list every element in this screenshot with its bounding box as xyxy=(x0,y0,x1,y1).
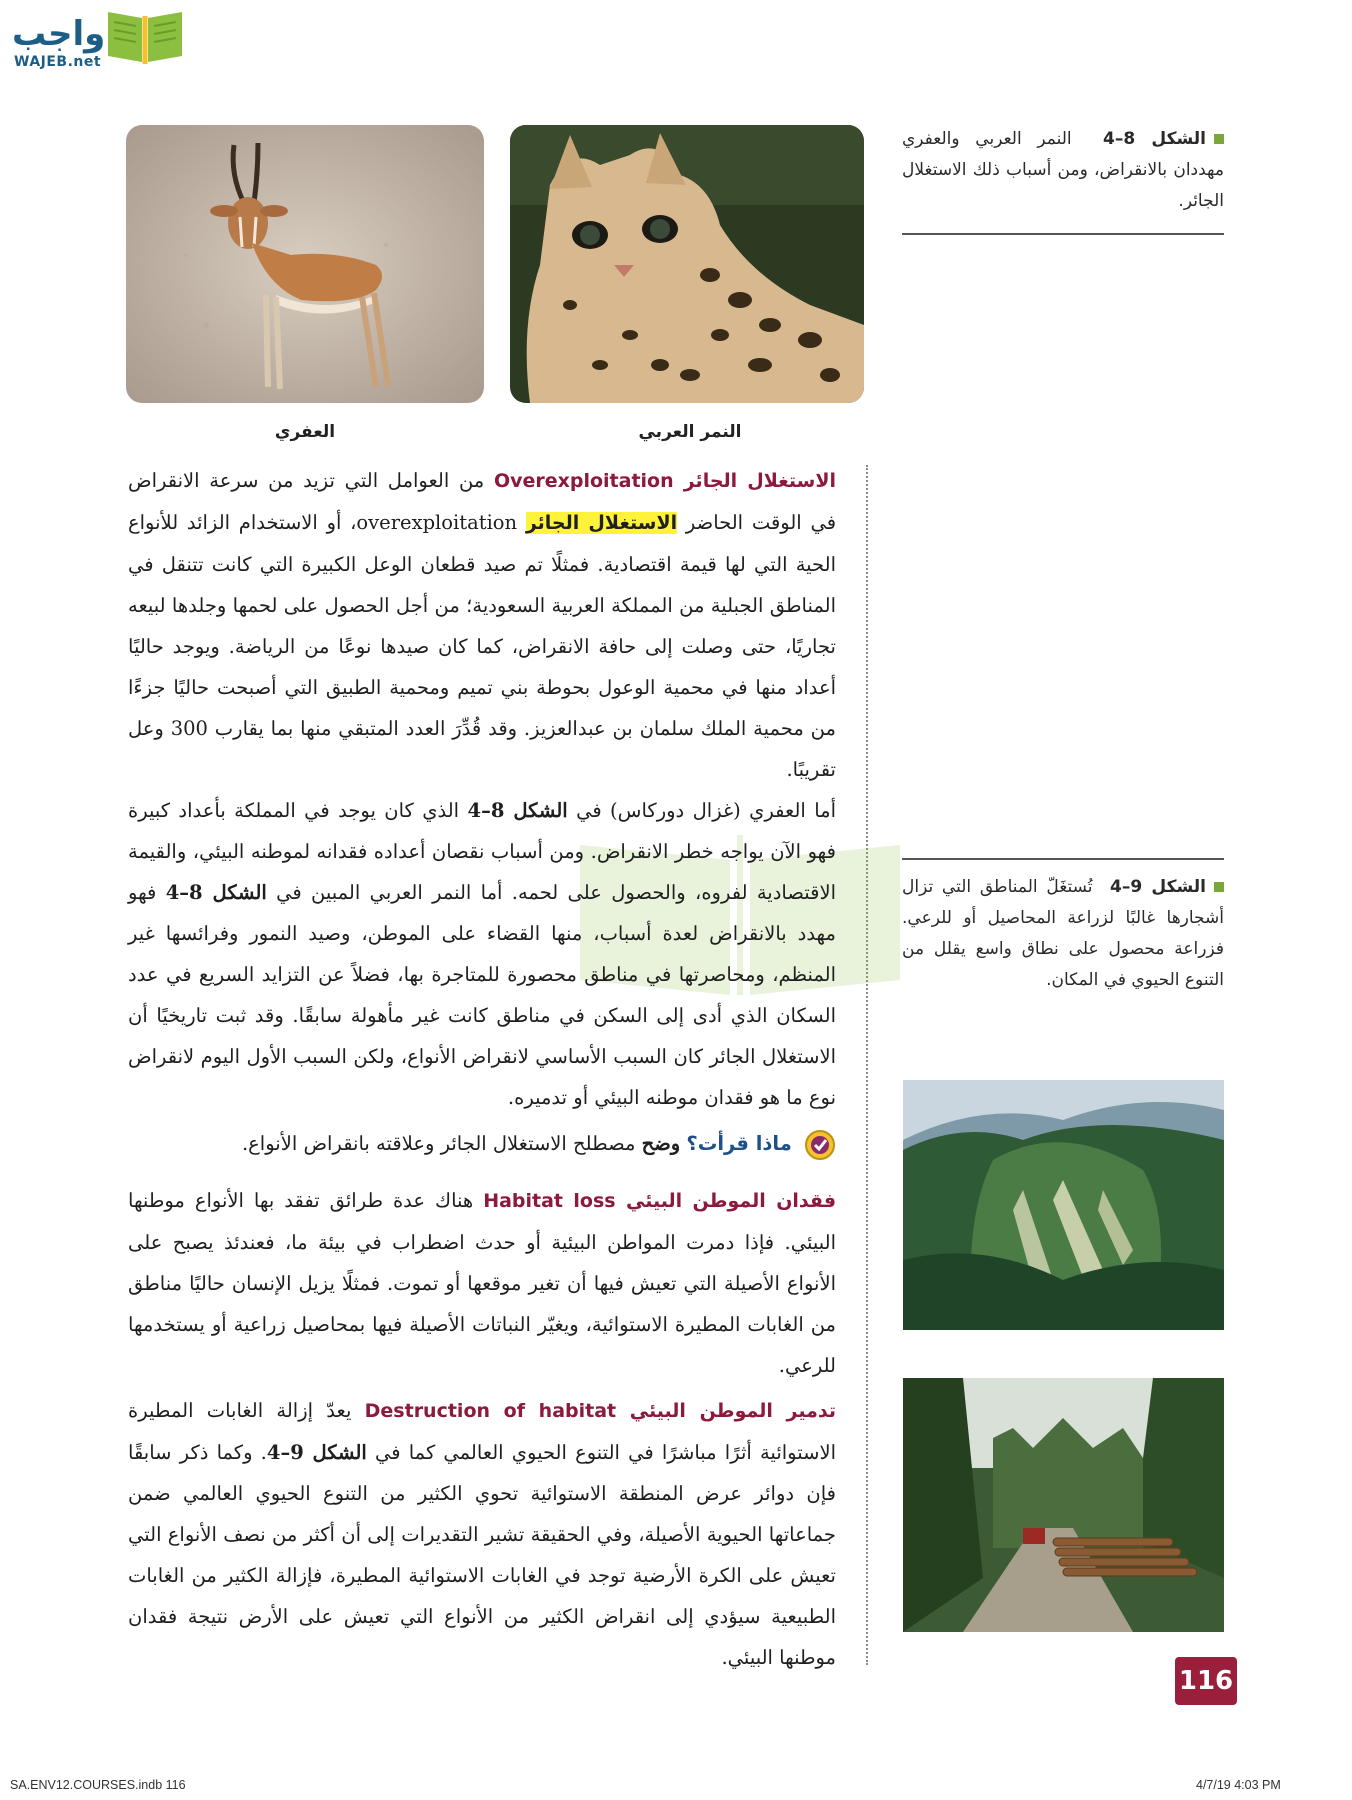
bullet-square-icon xyxy=(1214,882,1224,892)
paragraph-text: overexploitation، أو الاستخدام الزائد للأنواع الحية التي لها قيمة اقتصادية. فمثلًا تم صيد قطعان الوعل الكبيرة التي كانت تتنقل في المناطق الجبلية من المملكة العربية السعودية؛ من أجل الحصول على لحمها وجلدها لبيعه تجاريًا، حتى وصلت إلى حافة الانقراض، كما كان صيدها نوعًا من الرياضة. ويوجد حاليًا أعداد منها في محمية الوعول بحوطة بني تميم ومحمية الطبيق التي أصبحت حاليًا جزءًا من محمية الملك سلمان بن عبدالعزيز. وقد قُدِّرَ العدد المتبقي منها بما يقارب 300 وعل تقريبًا. xyxy=(128,511,836,781)
logo-arabic-text: واجب xyxy=(12,14,106,54)
paragraph-text: يعدّ إزالة الغابات المطيرة الاستوائية أثرًا مباشرًا في التنوع الحيوي العالمي كما في xyxy=(128,1399,836,1464)
logging-road-photo xyxy=(903,1378,1224,1632)
caption-text: النمر العربي والعفري مهددان بالانقراض، ومن أسباب ذلك الاستغلال الجائر. xyxy=(902,129,1224,211)
bullet-square-icon xyxy=(1214,134,1224,144)
caption-divider xyxy=(902,858,1224,860)
gazelle-leopard-paragraph xyxy=(128,790,836,1118)
figure-9-4-caption xyxy=(902,872,1224,996)
habitat-destruction-paragraph xyxy=(128,1390,836,1678)
logo-latin-text: WAJEB.net xyxy=(14,54,102,70)
paragraph-text: فهو مهدد بالانقراض لعدة أسباب، منها القضاء على الموطن، وصيد النمور وفرائسها غير المنظم، ومحاصرتها في مناطق محصورة للمتاجرة بها، فضلاً عن التزايد السريع في عدد السكان الذي أدى إلى السكن في مناطق كانت غير مأهولة سابقًا. وقد ثبت تاريخيًا أن الاستغلال الجائر كان السبب الأساسي لانقراض الأنواع، ولكن السبب الأول اليوم لانقراض نوع ما هو فقدان موطنه البيئي أو تدميره. xyxy=(128,881,836,1109)
section-heading: الاستغلال الجائر Overexploitation xyxy=(493,470,836,492)
highlighted-term: الاستغلال الجائر xyxy=(525,512,678,534)
footer-file: SA.ENV12.COURSES.indb 116 xyxy=(10,1778,186,1792)
arabian-leopard-photo xyxy=(510,125,864,403)
gazelle-label: العفري xyxy=(274,422,336,442)
figure-ref: الشكل 8–4 xyxy=(1103,129,1206,149)
paragraph-text: الذي كان يوجد في المملكة بأعداد كبيرة فهو الآن يواجه خطر الانقراض. ومن أسباب نقصان أعداده فقدانه لموطنه البيئي، والقيمة الاقتصادية لفروه، والحصول على لحمه. أما النمر العربي المبين في xyxy=(128,799,836,904)
paragraph-text: أما العفري (غزال دوركاس) في xyxy=(576,799,837,822)
reading-check-text: مصطلح الاستغلال الجائر وعلاقته بانقراض الأنواع. xyxy=(241,1132,636,1155)
paragraph-text: . وكما ذكر سابقًا فإن دوائر عرض المنطقة الاستوائية تحوي الكثير من التنوع الحيوي العالمي ضمن جماعاتها الحيوية الأصيلة، وفي الحقيقة تشير التقديرات إلى أن أكثر من نصف الأنواع التي تعيش على الكرة الأرضية توجد في الغابات الاستوائية المطيرة، فإزالة الكثير من الغابات الطبيعية سيؤدي إلى انقراض الكثير من الأنواع التي تعيش على الأرض نتيجة فقدان موطنها البيئي. xyxy=(128,1441,836,1669)
paragraph-text: هناك عدة طرائق تفقد بها الأنواع موطنها البيئي. فإذا دمرت المواطن البيئية أو حدث اضطراب في بيئة ما، فعندئذ يصبح على الأنواع الأصيلة التي تعيش فيها أن تغير موقعها أو تموت. فمثلًا يزيل الإنسان حاليًا مناطق من الغابات المطيرة الاستوائية، ويغيّر النباتات الأصيلة فيها بمحاصيل زراعية أو يستخدمها للرعي. xyxy=(128,1189,836,1377)
paragraph-text: من العوامل التي تزيد من سرعة الانقراض في الوقت الحاضر xyxy=(128,469,837,534)
section-heading: تدمير الموطن البيئي Destruction of habitat xyxy=(364,1400,836,1422)
column-divider xyxy=(866,465,868,1665)
book-logo-icon xyxy=(104,4,186,66)
caption-text: تُستغَلّ المناطق التي تزال أشجارها غالبًا لزراعة المحاصيل أو للرعي. فزراعة محصول على نطاق واسع يقلل من التنوع الحيوي في المكان. xyxy=(902,877,1224,990)
page-number: 116 xyxy=(1175,1657,1237,1705)
figure-8-4-caption xyxy=(902,124,1224,217)
reading-check xyxy=(128,1123,836,1164)
gazelle-photo xyxy=(126,125,484,403)
figure-ref: الشكل 9–4 xyxy=(266,1441,367,1464)
figure-ref: الشكل 8–4 xyxy=(165,881,267,904)
overexploitation-paragraph xyxy=(128,460,836,790)
checkmark-icon xyxy=(804,1129,836,1161)
reading-check-instruction: وضح xyxy=(641,1132,681,1155)
figure-ref: الشكل 8–4 xyxy=(467,799,568,822)
leopard-label: النمر العربي xyxy=(638,422,742,442)
section-heading: فقدان الموطن البيئي Habitat loss xyxy=(483,1190,837,1212)
reading-check-title: ماذا قرأت؟ xyxy=(686,1132,792,1155)
deforested-hillside-photo xyxy=(903,1080,1224,1330)
footer-datetime: 4/7/19 4:03 PM xyxy=(1196,1778,1281,1792)
habitat-loss-paragraph xyxy=(128,1180,836,1386)
caption-divider xyxy=(902,233,1224,235)
figure-ref: الشكل 9–4 xyxy=(1109,877,1207,897)
